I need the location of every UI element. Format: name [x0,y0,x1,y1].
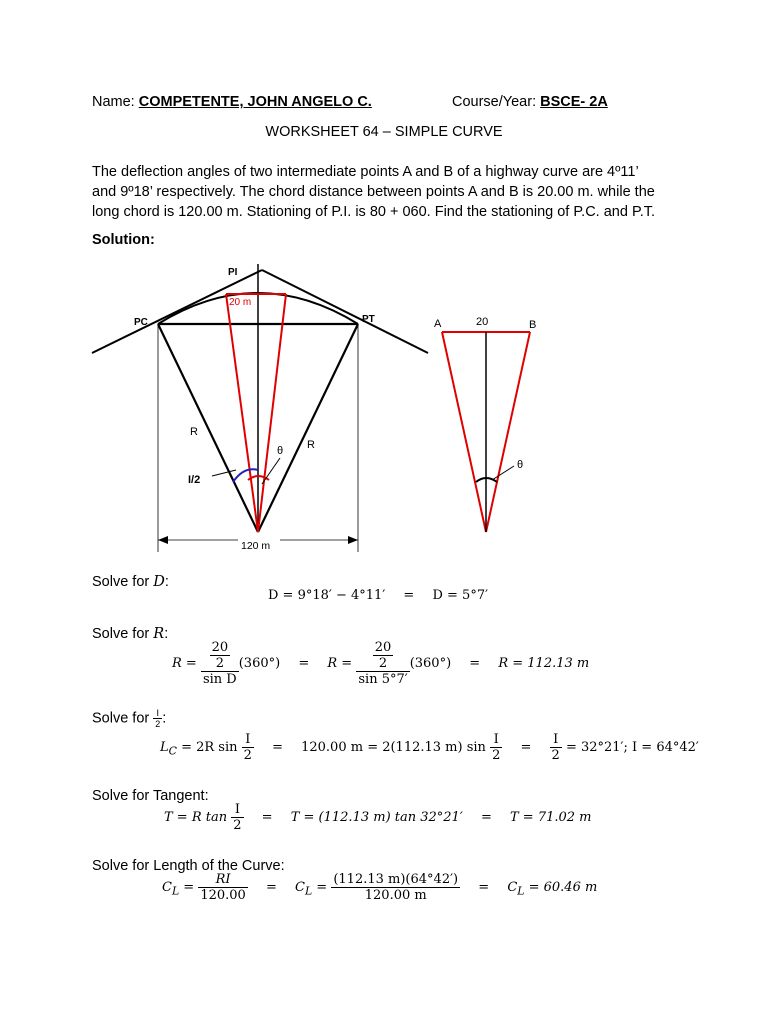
problem-line-3: long chord is 120.00 m. Stationing of P.I. is 80 + 060. Find the stationing of P.C. and P.T. [92,204,656,220]
simple-curve-diagram [0,255,768,555]
step-i-equation: $L_C = 2R$ sin $\frac{I}{2}$ = 120.00 m = 2(112.13 m) sin $\frac{I}{2}$ = $\frac{I}{2}$ = 32°21′; I = 64°42′ [160,732,699,763]
label-pc: PC [134,317,148,328]
course-line [452,92,608,112]
problem-line-2: and 9º18’ respectively. The chord distance between points A and B is 20.00 m. while the [92,184,655,200]
problem-line-1: The deflection angles of two intermediate points A and B of a highway curve are 4º11’ [92,164,639,180]
label-pi: PI [228,267,238,278]
step-t-label: Solve for Tangent: [92,788,209,804]
step-d-equation: D = 9°18′ − 4°11′ = D = 5°7′ [268,588,489,603]
label-pt: PT [362,314,375,325]
student-name: COMPETENTE, JOHN ANGELO C. [138,94,372,110]
problem-text [92,162,704,222]
label-a: A [434,318,442,330]
course-label: Course/Year: [452,94,537,110]
step-r-equation: R = $\frac{\frac{20}{2}}{\text{sin D}}$ (360°) = R = $\frac{\frac{20}{2}}{\sin 5^\circ 7'}$ (360°) = R = 112.13 m [172,640,590,687]
course-value: BSCE- 2A [540,94,608,110]
step-i-label: Solve for $\frac{I}{2}$ : [92,708,167,729]
solution-label: Solution: [92,232,155,248]
step-t-equation: T = R tan $\frac{I}{2}$ = T = (112.13 m) tan 32°21′ = T = 71.02 m [164,802,592,833]
label-r-right: R [307,439,315,451]
label-b: B [529,319,537,331]
name-line [92,92,372,112]
step-c-equation: $C_L$ = $\frac{RI}{120.00}$ = $C_L$ = $\frac{(112.13 m)(64^\circ 42')}{120.00 m}$ = $C_L = 60.46$ m [162,872,598,903]
label-half-i: I/2 [188,474,201,486]
label-ab-length: 20 [476,316,489,328]
worksheet-title: WORKSHEET 64 – SIMPLE CURVE [265,124,503,140]
label-theta: θ [277,445,284,457]
label-r-left: R [190,426,198,438]
step-r-label: Solve for R: [92,626,169,642]
step-d-label: Solve for D: [92,574,169,590]
label-chord-20m: 20 m [229,297,252,308]
name-label: Name: [92,94,135,110]
label-long-chord: 120 m [241,540,271,552]
label-theta-2: θ [517,459,524,471]
step-c-label: Solve for Length of the Curve: [92,858,285,874]
